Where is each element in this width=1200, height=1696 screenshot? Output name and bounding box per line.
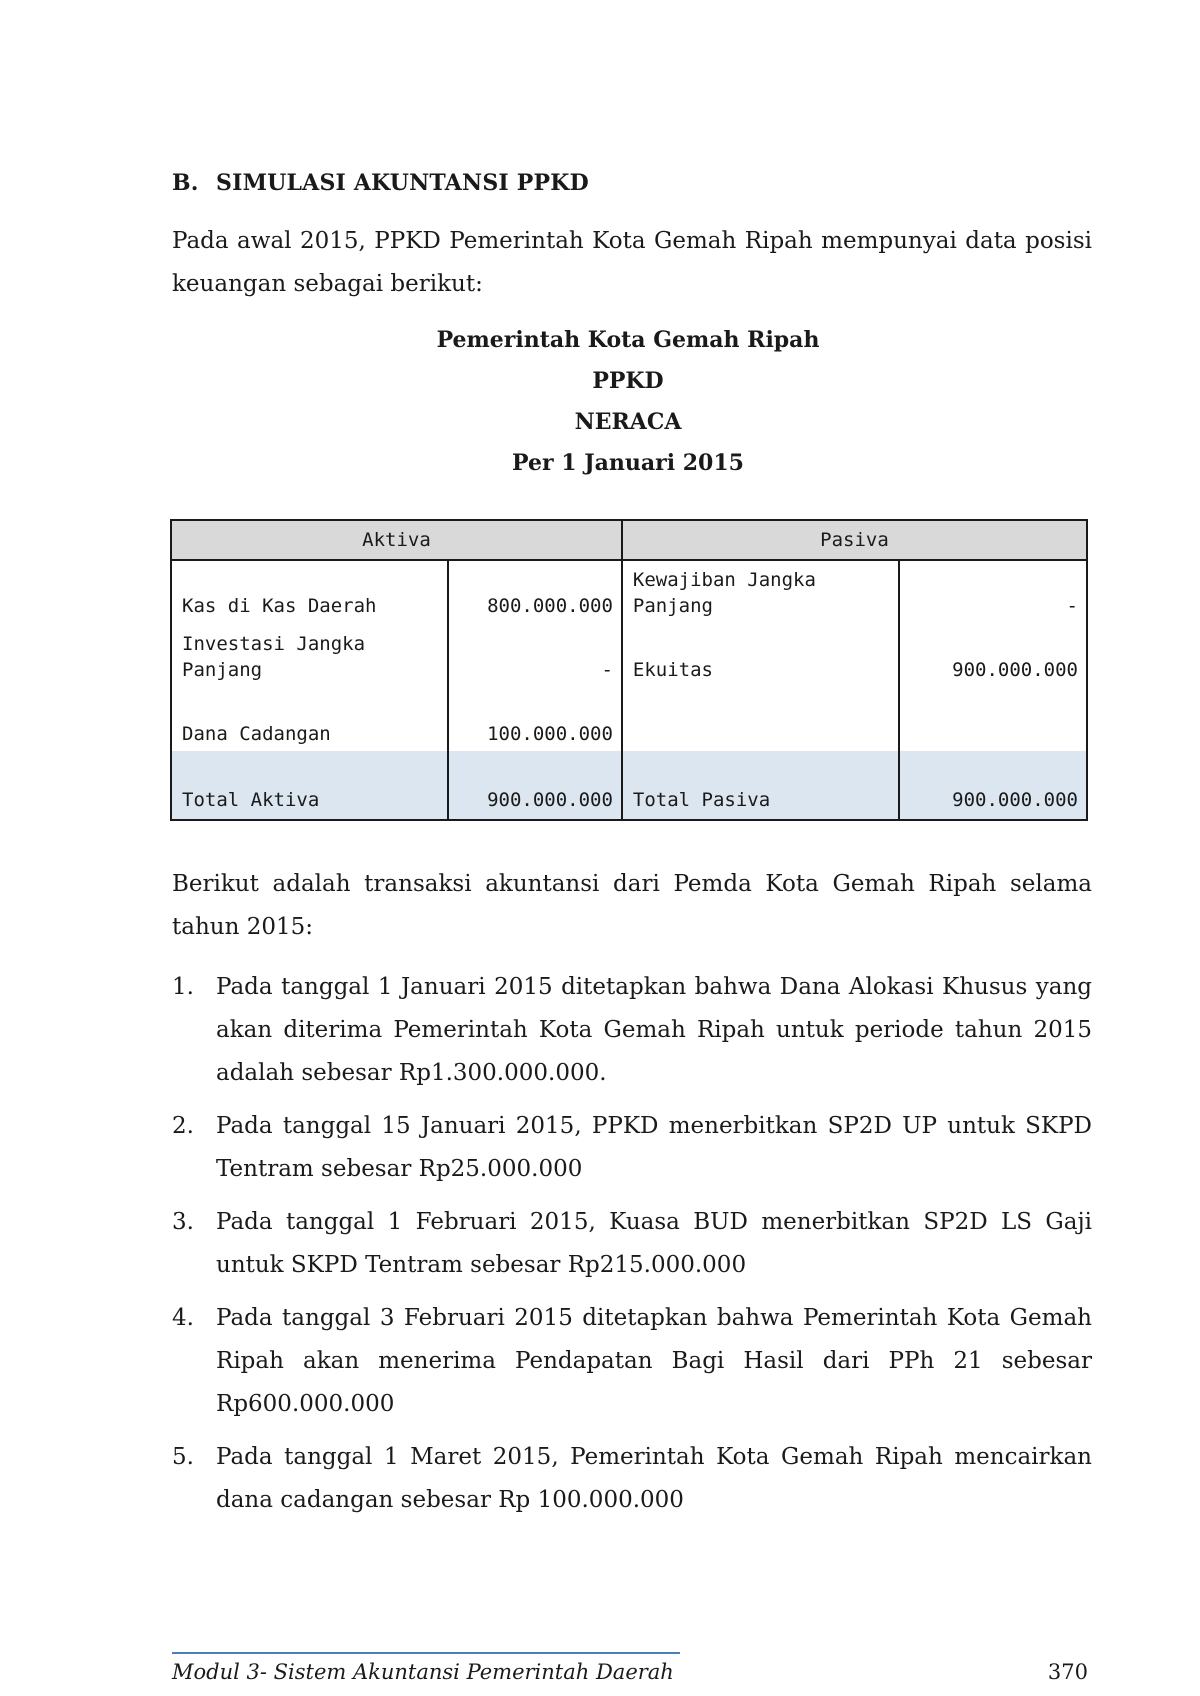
item-number: 2. [172, 1113, 194, 1139]
header-aktiva: Aktiva [171, 520, 622, 560]
section-heading [172, 170, 589, 196]
item-number: 5. [172, 1444, 194, 1470]
asset-value: - [448, 623, 622, 687]
total-liability-label: Total Pasiva [622, 751, 899, 820]
liability-value: - [899, 560, 1087, 623]
liability-label [622, 687, 899, 751]
transactions-intro: Berikut adalah transaksi akuntansi dari Pemda Kota Gemah Ripah selama tahun 2015: [172, 871, 1092, 940]
liability-value [899, 687, 1087, 751]
item-number: 1. [172, 974, 194, 1000]
total-asset-value: 900.000.000 [448, 751, 622, 820]
list-item [172, 1436, 1092, 1522]
asset-value: 100.000.000 [448, 687, 622, 751]
item-text: Pada tanggal 1 Januari 2015 ditetapkan bahwa Dana Alokasi Khusus yang akan diterima Pemerintah Kota Gemah Ripah untuk periode tahun 2015 adalah sebesar Rp1.300.000.000. [216, 974, 1092, 1086]
statement-unit: PPKD [592, 368, 664, 394]
table-row [171, 687, 1087, 751]
liability-label: Ekuitas [622, 623, 899, 687]
statement-header [0, 320, 1200, 484]
statement-report: NERACA [574, 409, 682, 435]
list-item [172, 1105, 1092, 1191]
list-item [172, 966, 1092, 1095]
list-item [172, 1201, 1092, 1287]
item-number: 4. [172, 1305, 194, 1331]
list-item [172, 1297, 1092, 1426]
total-asset-label: Total Aktiva [171, 751, 448, 820]
table-row [171, 560, 1087, 623]
page-number: 370 [1047, 1660, 1088, 1684]
asset-label: Dana Cadangan [171, 687, 448, 751]
section-letter: B. [172, 170, 199, 196]
total-liability-value: 900.000.000 [899, 751, 1087, 820]
intro-paragraph: Pada awal 2015, PPKD Pemerintah Kota Gemah Ripah mempunyai data posisi keuangan sebagai berikut: [172, 228, 1092, 297]
statement-date: Per 1 Januari 2015 [512, 450, 744, 476]
balance-sheet-table [170, 519, 1088, 821]
liability-label: Kewajiban Jangka Panjang [622, 560, 899, 623]
asset-value: 800.000.000 [448, 560, 622, 623]
transaction-list [172, 966, 1092, 1532]
item-text: Pada tanggal 1 Maret 2015, Pemerintah Kota Gemah Ripah mencairkan dana cadangan sebesar Rp 100.000.000 [216, 1444, 1092, 1513]
item-text: Pada tanggal 3 Februari 2015 ditetapkan bahwa Pemerintah Kota Gemah Ripah akan menerima Pendapatan Bagi Hasil dari PPh 21 sebesar Rp600.000.000 [216, 1305, 1092, 1417]
item-text: Pada tanggal 1 Februari 2015, Kuasa BUD menerbitkan SP2D LS Gaji untuk SKPD Tentram sebesar Rp215.000.000 [216, 1209, 1092, 1278]
item-number: 3. [172, 1209, 194, 1235]
asset-label: Kas di Kas Daerah [171, 560, 448, 623]
table-row [171, 623, 1087, 687]
item-text: Pada tanggal 15 Januari 2015, PPKD menerbitkan SP2D UP untuk SKPD Tentram sebesar Rp25.000.000 [216, 1113, 1092, 1182]
footer-rule [172, 1652, 680, 1654]
liability-value: 900.000.000 [899, 623, 1087, 687]
section-title: SIMULASI AKUNTANSI PPKD [216, 170, 589, 196]
header-pasiva: Pasiva [622, 520, 1087, 560]
footer-title: Modul 3- Sistem Akuntansi Pemerintah Daerah [172, 1660, 674, 1684]
statement-entity: Pemerintah Kota Gemah Ripah [436, 327, 820, 353]
total-row [171, 751, 1087, 820]
asset-label: Investasi Jangka Panjang [171, 623, 448, 687]
table-header-row [171, 520, 1087, 560]
